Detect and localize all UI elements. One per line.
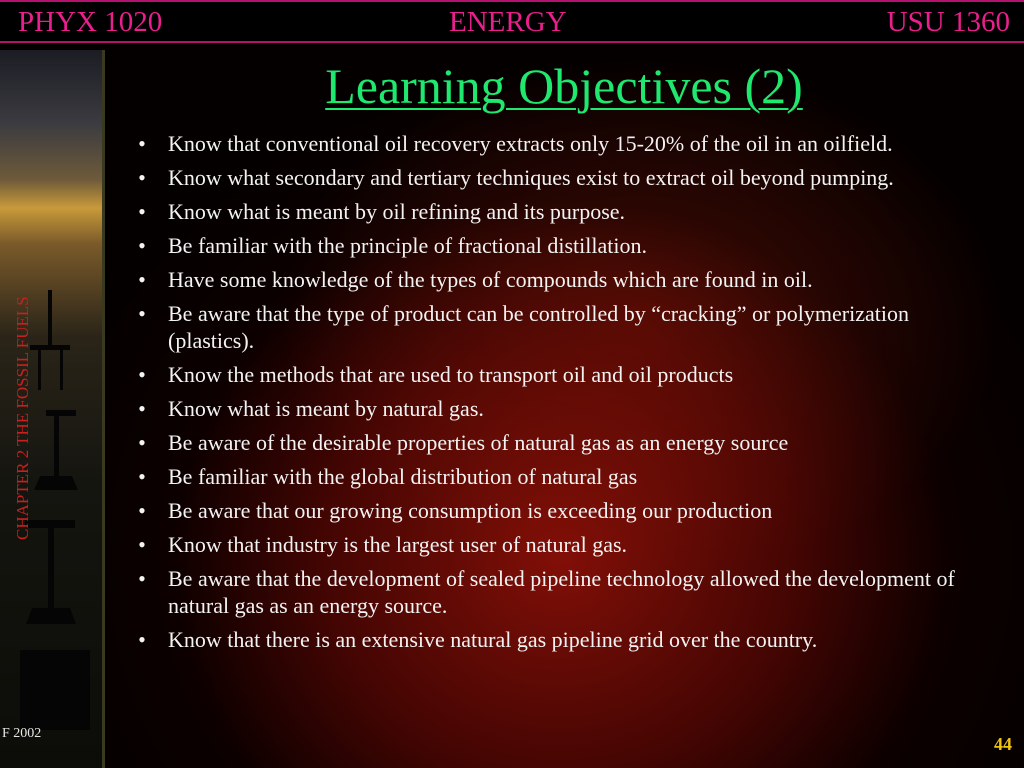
list-item-text: Be aware that the type of product can be controlled by “cracking” or polymerization (plastics). (168, 301, 909, 353)
bullet-icon: • (138, 131, 146, 156)
list-item-text: Know that industry is the largest user of natural gas. (168, 532, 628, 557)
bullet-icon: • (138, 532, 146, 557)
list-item (138, 164, 983, 191)
list-item-text: Know what is meant by oil refining and its purpose. (168, 199, 626, 224)
bullet-icon: • (138, 430, 146, 455)
list-item (138, 626, 983, 653)
bullet-icon: • (138, 199, 146, 224)
list-item-text: Know the methods that are used to transport oil and oil products (168, 362, 734, 387)
bullet-icon: • (138, 267, 146, 292)
list-item (138, 198, 983, 225)
list-item-text: Be familiar with the global distribution of natural gas (168, 464, 638, 489)
course-code-right: USU 1360 (886, 6, 1010, 38)
bullet-icon: • (138, 362, 146, 387)
list-item-text: Be familiar with the principle of fractional distillation. (168, 233, 647, 258)
bullet-icon: • (138, 464, 146, 489)
list-item-text: Know what is meant by natural gas. (168, 396, 484, 421)
list-item (138, 395, 983, 422)
bullet-icon: • (138, 627, 146, 652)
list-item-text: Know that there is an extensive natural gas pipeline grid over the country. (168, 627, 818, 652)
list-item (138, 300, 983, 354)
bullet-icon: • (138, 233, 146, 258)
list-item (138, 565, 983, 619)
course-topic: ENERGY (449, 6, 567, 38)
list-item (138, 429, 983, 456)
list-item (138, 266, 983, 293)
objectives-list (138, 130, 983, 660)
bullet-icon: • (138, 165, 146, 190)
chapter-label: CHAPTER 2 THE FOSSIL FUELS (13, 296, 32, 540)
slide-title: Learning Objectives (2) (325, 58, 803, 114)
list-item (138, 463, 983, 490)
list-item (138, 497, 983, 524)
list-item-text: Be aware of the desirable properties of natural gas as an energy source (168, 430, 789, 455)
header-bottom-line (0, 41, 1024, 43)
bullet-icon: • (138, 566, 146, 591)
header-bar (0, 0, 1024, 44)
list-item (138, 361, 983, 388)
bullet-icon: • (138, 498, 146, 523)
list-item-text: Have some knowledge of the types of compounds which are found in oil. (168, 267, 813, 292)
list-item (138, 130, 983, 157)
bullet-icon: • (138, 396, 146, 421)
list-item (138, 232, 983, 259)
list-item-text: Know that conventional oil recovery extracts only 15-20% of the oil in an oilfield. (168, 131, 893, 156)
list-item-text: Be aware that the development of sealed pipeline technology allowed the development of natural gas as an energy source. (168, 566, 955, 618)
list-item (138, 531, 983, 558)
page-number: 44 (994, 734, 1012, 754)
sidebar-image-strip (0, 50, 105, 768)
course-code-left: PHYX 1020 (18, 6, 163, 38)
list-item-text: Be aware that our growing consumption is exceeding our production (168, 498, 773, 523)
list-item-text: Know what secondary and tertiary techniques exist to extract oil beyond pumping. (168, 165, 894, 190)
header-top-line (0, 0, 1024, 2)
bullet-icon: • (138, 301, 146, 326)
copyright-footer: F 2002 (2, 726, 42, 741)
